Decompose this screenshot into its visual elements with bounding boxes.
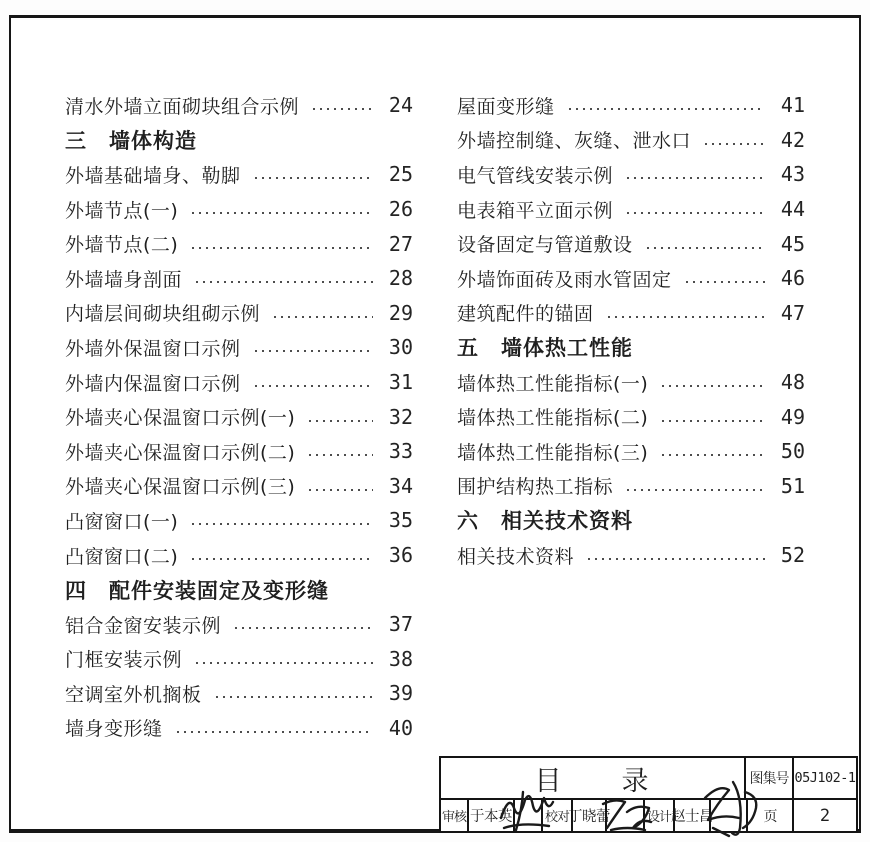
toc-entry-label: 外墙夹心保温窗口示例(三) <box>65 476 296 499</box>
toc-entry <box>457 365 805 400</box>
toc-entry <box>65 469 413 504</box>
toc-entry-page: 37 <box>388 612 413 637</box>
toc-entry-page: 41 <box>780 93 805 118</box>
toc-entry <box>65 226 413 261</box>
toc-entry-label: 凸窗窗口(二) <box>65 545 179 568</box>
toc-column-right <box>457 88 805 572</box>
toc-entry <box>457 226 805 261</box>
toc-entry-label: 外墙节点(一) <box>65 199 179 222</box>
toc-entry <box>457 192 805 227</box>
toc-dot-leader <box>662 454 765 456</box>
toc-dot-leader <box>627 212 765 214</box>
toc-entry-page: 51 <box>780 473 805 498</box>
toc-dot-leader <box>662 385 765 387</box>
toc-dot-leader <box>309 489 373 491</box>
toc-dot-leader <box>255 177 373 179</box>
toc-entry-page: 52 <box>780 543 805 568</box>
toc-entry-label: 外墙夹心保温窗口示例(一) <box>65 407 296 430</box>
toc-entry <box>65 607 413 642</box>
toc-dot-leader <box>569 108 765 110</box>
toc-entry-page: 27 <box>388 231 413 256</box>
toc-dot-leader <box>192 212 373 214</box>
toc-dot-leader <box>627 489 765 491</box>
toc-entry <box>65 330 413 365</box>
toc-entry-label: 围护结构热工指标 <box>457 476 614 499</box>
toc-dot-leader <box>177 731 373 733</box>
check-name: 丁晓蕾 <box>571 800 605 831</box>
toc-entry-label: 设备固定与管道敷设 <box>457 234 633 257</box>
toc-section-heading: 三 墙体构造 <box>65 128 197 153</box>
toc-dot-leader <box>309 454 373 456</box>
toc-entry <box>457 123 805 158</box>
toc-dot-leader <box>313 108 373 110</box>
toc-dot-leader <box>647 247 765 249</box>
toc-dot-leader <box>196 281 373 283</box>
toc-entry-page: 29 <box>388 300 413 325</box>
toc-dot-leader <box>588 558 765 560</box>
toc-entry <box>65 296 413 331</box>
toc-dot-leader <box>235 627 373 629</box>
toc-entry-label: 清水外墙立面砌块组合示例 <box>65 95 300 118</box>
toc-entry <box>65 157 413 192</box>
document-title: 目 录 <box>534 765 651 797</box>
toc-entry <box>65 642 413 677</box>
toc-entry-page: 26 <box>388 197 413 222</box>
toc-entry <box>457 469 805 504</box>
toc-entry-label: 屋面变形缝 <box>457 95 555 118</box>
toc-dot-leader <box>686 281 765 283</box>
toc-entry-page: 40 <box>388 715 413 740</box>
toc-entry-page: 28 <box>388 266 413 291</box>
toc-entry <box>65 538 413 573</box>
toc-entry-label: 外墙节点(二) <box>65 234 179 257</box>
audit-label: 审核 <box>441 810 466 825</box>
toc-entry-page: 49 <box>780 404 805 429</box>
title-block <box>439 756 858 833</box>
title-block-top-row <box>441 758 856 800</box>
toc-entry <box>457 399 805 434</box>
toc-entry <box>65 399 413 434</box>
toc-entry-label: 电表箱平立面示例 <box>457 199 614 222</box>
toc-entry-label: 相关技术资料 <box>457 545 575 568</box>
page-frame <box>9 15 861 833</box>
toc-entry-page: 34 <box>388 473 413 498</box>
toc-entry <box>65 88 413 123</box>
toc-dot-leader <box>196 662 373 664</box>
toc-entry-label: 墙体热工性能指标(二) <box>457 407 649 430</box>
toc-entry-page: 32 <box>388 404 413 429</box>
toc-entry-page: 25 <box>388 162 413 187</box>
toc-column-left <box>65 88 413 745</box>
toc-entry <box>65 434 413 469</box>
toc-entry <box>457 434 805 469</box>
design-signature-cell <box>709 800 746 831</box>
toc-entry <box>65 503 413 538</box>
check-signature-cell <box>605 800 643 831</box>
toc-entry-page: 39 <box>388 681 413 706</box>
toc-entry <box>65 192 413 227</box>
toc-entry-label: 墙体热工性能指标(三) <box>457 441 649 464</box>
toc-entry-page: 46 <box>780 266 805 291</box>
toc-entry-page: 24 <box>388 93 413 118</box>
design-label: 设计 <box>643 800 673 831</box>
toc-entry-label: 铝合金窗安装示例 <box>65 614 222 637</box>
toc-entry <box>65 261 413 296</box>
toc-entry-label: 墙身变形缝 <box>65 718 163 741</box>
toc-entry <box>65 365 413 400</box>
toc-entry-label: 内墙层间砌块组砌示例 <box>65 303 261 326</box>
toc-dot-leader <box>192 523 373 525</box>
atlas-number-value: 05J102-1 <box>792 758 856 798</box>
design-name: 赵士昌 <box>673 800 709 831</box>
toc-entry <box>65 676 413 711</box>
toc-dot-leader <box>705 143 765 145</box>
toc-entry-label: 外墙内保温窗口示例 <box>65 372 241 395</box>
toc-section-heading: 四 配件安装固定及变形缝 <box>65 578 329 603</box>
page-label: 页 <box>746 800 792 831</box>
toc-entry-page: 43 <box>780 162 805 187</box>
toc-entry-page: 35 <box>388 508 413 533</box>
audit-name: 于本英 <box>467 800 513 831</box>
toc-entry-label: 外墙墙身剖面 <box>65 268 183 291</box>
toc-dot-leader <box>255 350 373 352</box>
toc-entry-label: 外墙外保温窗口示例 <box>65 337 241 360</box>
toc-entry-page: 44 <box>780 197 805 222</box>
toc-entry-page: 50 <box>780 439 805 464</box>
toc-entry-page: 38 <box>388 646 413 671</box>
toc-dot-leader <box>192 558 373 560</box>
toc-entry-page: 47 <box>780 300 805 325</box>
toc-entry-label: 空调室外机搁板 <box>65 683 202 706</box>
toc-entry-page: 36 <box>388 543 413 568</box>
title-block-bottom-row <box>441 800 856 831</box>
toc-dot-leader <box>274 316 373 318</box>
toc-entry-label: 门框安装示例 <box>65 649 183 672</box>
toc-entry <box>457 538 805 573</box>
toc-entry-page: 30 <box>388 335 413 360</box>
toc-entry-label: 外墙饰面砖及雨水管固定 <box>457 268 672 291</box>
toc-dot-leader <box>309 420 373 422</box>
toc-entry-label: 墙体热工性能指标(一) <box>457 372 649 395</box>
toc-entry-label: 外墙夹心保温窗口示例(二) <box>65 441 296 464</box>
toc-entry-label: 外墙控制缝、灰缝、泄水口 <box>457 130 692 153</box>
toc-entry-page: 33 <box>388 439 413 464</box>
toc-section-heading: 六 相关技术资料 <box>457 509 633 534</box>
toc-dot-leader <box>192 247 373 249</box>
toc-entry-label: 建筑配件的锚固 <box>457 303 594 326</box>
toc-section-heading: 五 墙体热工性能 <box>457 336 633 361</box>
toc-entry <box>457 261 805 296</box>
toc-entry-page: 31 <box>388 370 413 395</box>
toc-entry-page: 45 <box>780 231 805 256</box>
toc-dot-leader <box>627 177 765 179</box>
toc-dot-leader <box>662 420 765 422</box>
check-label: 校对 <box>541 800 571 831</box>
toc-entry <box>65 711 413 746</box>
toc-entry <box>457 157 805 192</box>
toc-entry-page: 48 <box>780 370 805 395</box>
toc-entry <box>457 296 805 331</box>
atlas-number-label: 图集号 <box>744 758 792 798</box>
toc-dot-leader <box>255 385 373 387</box>
toc-entry-page: 42 <box>780 127 805 152</box>
audit-signature-cell <box>513 800 541 831</box>
toc-dot-leader <box>608 316 765 318</box>
toc-entry-label: 外墙基础墙身、勒脚 <box>65 164 241 187</box>
page-number: 2 <box>792 800 856 831</box>
toc-entry-label: 凸窗窗口(一) <box>65 510 179 533</box>
toc-entry-label: 电气管线安装示例 <box>457 164 614 187</box>
toc-entry <box>457 88 805 123</box>
toc-dot-leader <box>216 696 373 698</box>
